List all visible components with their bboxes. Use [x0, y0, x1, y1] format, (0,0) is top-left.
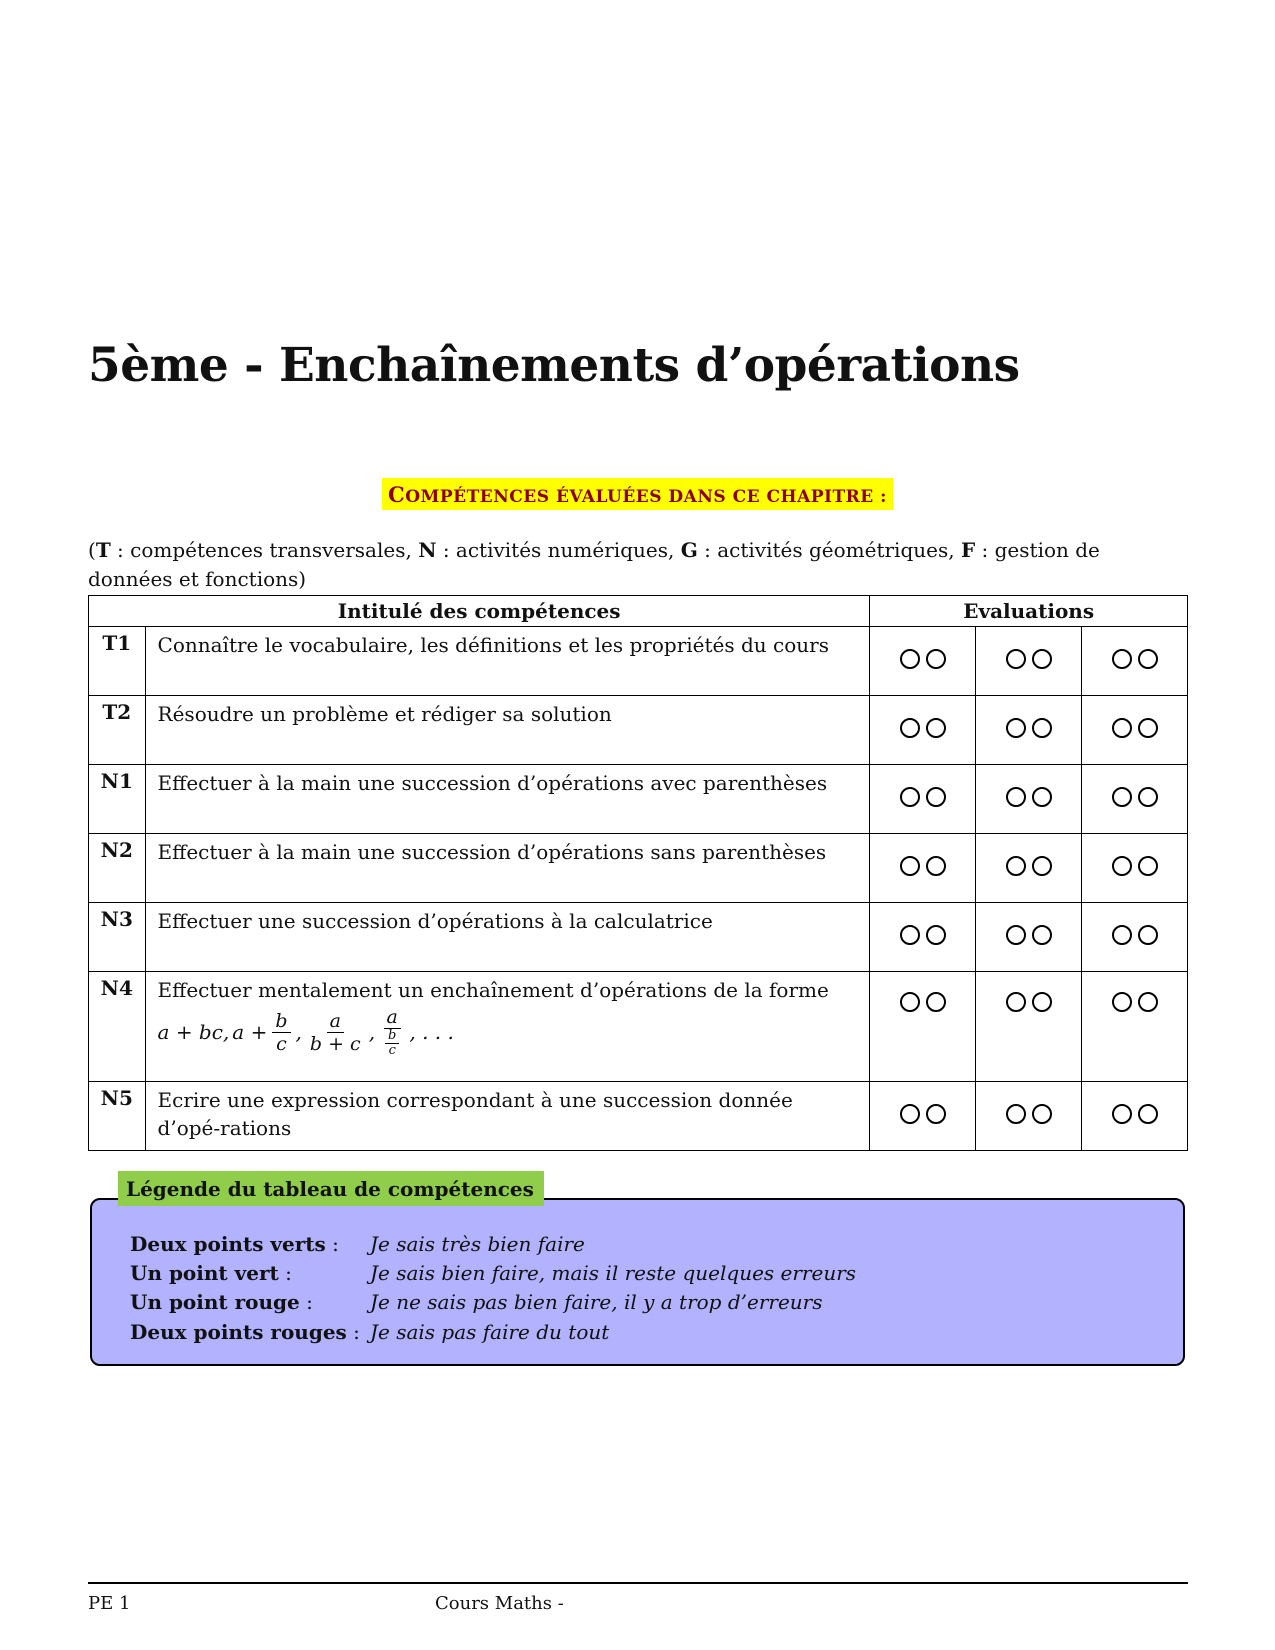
evaluation-circle[interactable] — [1138, 925, 1158, 945]
col-evaluations-header: Evaluations — [870, 596, 1188, 627]
table-row — [89, 1082, 1188, 1151]
intro-text-g: : activités géométriques, — [697, 538, 961, 562]
evaluation-circle[interactable] — [926, 992, 946, 1012]
section-heading-wrap — [0, 478, 1275, 510]
evaluation-circle[interactable] — [900, 856, 920, 876]
table-row — [89, 627, 1188, 696]
evaluation-cell — [1082, 696, 1188, 765]
evaluation-cell — [870, 627, 976, 696]
evaluation-cell — [976, 972, 1082, 1082]
evaluation-circle[interactable] — [1138, 856, 1158, 876]
evaluation-cell — [870, 972, 976, 1082]
fraction-denominator: c — [388, 1043, 396, 1058]
section-heading-initial: C — [388, 482, 406, 507]
skill-code: T2 — [89, 696, 146, 765]
legend-value: Je sais bien faire, mais il reste quelques erreurs — [370, 1261, 857, 1285]
evaluation-circle[interactable] — [1006, 856, 1026, 876]
intro-key-f: F — [960, 538, 976, 562]
evaluation-cell — [1082, 903, 1188, 972]
intro-key-t: T — [95, 538, 111, 562]
evaluation-circle[interactable] — [926, 649, 946, 669]
intro-key-g: G — [680, 538, 698, 562]
section-heading-rest: OMPÉTENCES ÉVALUÉES DANS CE CHAPITRE : — [405, 487, 887, 507]
legend-key: Un point vert — [130, 1261, 279, 1285]
math-ellipsis: , . . . — [409, 1020, 454, 1044]
evaluation-circle[interactable] — [1006, 649, 1026, 669]
evaluation-circle[interactable] — [926, 925, 946, 945]
evaluation-circle[interactable] — [1112, 992, 1132, 1012]
math-expression: a + bc, a + $\frac{b}{c}$ , $\frac{a}{b + c}$ , $\frac{a}{\frac{b}{c}}$ , . . . — [157, 1006, 454, 1058]
skill-label: Ecrire une expression correspondant à une succession donnée d’opé-rations — [145, 1082, 870, 1151]
evaluation-cell — [870, 765, 976, 834]
evaluation-circle[interactable] — [926, 856, 946, 876]
legend-separator: : — [346, 1320, 360, 1344]
table-row — [89, 834, 1188, 903]
fraction-numerator: a — [327, 1010, 344, 1033]
skill-label: Résoudre un problème et rédiger sa solution — [145, 696, 870, 765]
evaluation-circle[interactable] — [1032, 1104, 1052, 1124]
legend-box — [90, 1198, 1185, 1366]
legend-item — [130, 1320, 610, 1344]
evaluation-cell — [1082, 627, 1188, 696]
legend-item — [130, 1261, 857, 1285]
evaluation-circle[interactable] — [900, 787, 920, 807]
evaluation-cell — [976, 696, 1082, 765]
evaluation-circle[interactable] — [900, 718, 920, 738]
evaluation-cell — [976, 1082, 1082, 1151]
legend-separator: : — [299, 1290, 313, 1314]
legend-key: Deux points rouges — [130, 1320, 347, 1344]
evaluation-circle[interactable] — [1138, 992, 1158, 1012]
math-fraction — [380, 1006, 404, 1058]
evaluation-circle[interactable] — [1112, 1104, 1132, 1124]
evaluation-circle[interactable] — [1112, 787, 1132, 807]
legend-title: Légende du tableau de compétences — [118, 1171, 544, 1206]
fraction-denominator: c — [276, 1032, 287, 1055]
fraction-numerator: b — [272, 1010, 290, 1033]
evaluation-cell — [976, 834, 1082, 903]
math-term: a + bc, — [157, 1020, 230, 1044]
evaluation-cell — [870, 1082, 976, 1151]
evaluation-circle[interactable] — [900, 992, 920, 1012]
skill-label: Effectuer mentalement un enchaînement d’opérations de la forme — [157, 978, 829, 1002]
math-fraction — [272, 1010, 290, 1055]
evaluation-cell — [1082, 1082, 1188, 1151]
footer-left: PE 1 — [88, 1593, 131, 1614]
evaluation-circle[interactable] — [1112, 856, 1132, 876]
evaluation-circle[interactable] — [900, 925, 920, 945]
legend-separator: : — [278, 1261, 292, 1285]
evaluation-cell — [976, 765, 1082, 834]
evaluation-circle[interactable] — [926, 718, 946, 738]
intro-text-t: : compétences transversales, — [110, 538, 419, 562]
evaluation-circle[interactable] — [1032, 649, 1052, 669]
evaluation-circle[interactable] — [926, 1104, 946, 1124]
evaluation-cell — [976, 627, 1082, 696]
legend-key: Deux points verts — [130, 1232, 326, 1256]
intro-text-f: : gestion de données et fonctions) — [88, 538, 1100, 591]
evaluation-cell — [1082, 765, 1188, 834]
skill-label-n4 — [145, 972, 870, 1082]
evaluation-cell — [870, 903, 976, 972]
evaluation-circle[interactable] — [1032, 856, 1052, 876]
skill-code: N5 — [89, 1082, 146, 1151]
evaluation-cell — [976, 903, 1082, 972]
fraction-numerator: a — [384, 1006, 401, 1029]
evaluation-circle[interactable] — [900, 649, 920, 669]
page-title: 5ème - Enchaînements d’opérations — [88, 338, 1020, 393]
math-nested-fraction — [385, 1029, 399, 1058]
footer-divider — [88, 1582, 1188, 1584]
intro-key-n: N — [418, 538, 437, 562]
evaluation-circle[interactable] — [926, 787, 946, 807]
skill-label: Effectuer une succession d’opérations à la calculatrice — [145, 903, 870, 972]
evaluation-circle[interactable] — [1112, 925, 1132, 945]
skill-label: Effectuer à la main une succession d’opérations avec parenthèses — [145, 765, 870, 834]
evaluation-circle[interactable] — [1112, 649, 1132, 669]
footer-center: Cours Maths - — [435, 1593, 564, 1614]
evaluation-circle[interactable] — [900, 1104, 920, 1124]
evaluation-cell — [870, 696, 976, 765]
table-header-row — [89, 596, 1188, 627]
evaluation-circle[interactable] — [1006, 787, 1026, 807]
evaluation-circle[interactable] — [1138, 1104, 1158, 1124]
evaluation-cell — [870, 834, 976, 903]
intro-text — [88, 536, 1188, 594]
fraction-denominator: b + c — [309, 1032, 361, 1055]
evaluation-cell — [1082, 834, 1188, 903]
skill-code: N1 — [89, 765, 146, 834]
math-fraction — [307, 1010, 364, 1055]
table-row — [89, 972, 1188, 1082]
skill-code: N2 — [89, 834, 146, 903]
evaluation-circle[interactable] — [1032, 718, 1052, 738]
skill-code: N4 — [89, 972, 146, 1082]
table-row — [89, 765, 1188, 834]
math-term: a + — [232, 1020, 268, 1044]
col-skills-header: Intitulé des compétences — [89, 596, 870, 627]
section-heading — [382, 478, 893, 510]
evaluation-circle[interactable] — [1032, 787, 1052, 807]
evaluation-circle[interactable] — [1006, 718, 1026, 738]
evaluation-circle[interactable] — [1032, 925, 1052, 945]
intro-open: ( — [88, 538, 96, 562]
evaluation-circle[interactable] — [1138, 718, 1158, 738]
evaluation-circle[interactable] — [1006, 925, 1026, 945]
table-row — [89, 696, 1188, 765]
evaluation-circle[interactable] — [1138, 649, 1158, 669]
skill-code: N3 — [89, 903, 146, 972]
evaluation-cell — [1082, 972, 1188, 1082]
intro-text-n: : activités numériques, — [436, 538, 681, 562]
legend-item — [130, 1290, 823, 1314]
evaluation-circle[interactable] — [1032, 992, 1052, 1012]
fraction-denominator — [380, 1029, 404, 1058]
legend-key: Un point rouge — [130, 1290, 300, 1314]
skills-table — [88, 595, 1188, 1151]
legend-item — [130, 1232, 585, 1256]
evaluation-circle[interactable] — [1112, 718, 1132, 738]
legend-separator: : — [325, 1232, 339, 1256]
legend-value: Je sais très bien faire — [370, 1232, 585, 1256]
skill-label: Connaître le vocabulaire, les définitions et les propriétés du cours — [145, 627, 870, 696]
skill-code: T1 — [89, 627, 146, 696]
skill-label: Effectuer à la main une succession d’opérations sans parenthèses — [145, 834, 870, 903]
legend-value: Je ne sais pas bien faire, il y a trop d’erreurs — [370, 1290, 823, 1314]
legend-value: Je sais pas faire du tout — [370, 1320, 610, 1344]
evaluation-circle[interactable] — [1006, 992, 1026, 1012]
fraction-numerator: b — [385, 1029, 399, 1044]
evaluation-circle[interactable] — [1006, 1104, 1026, 1124]
table-row — [89, 903, 1188, 972]
evaluation-circle[interactable] — [1138, 787, 1158, 807]
